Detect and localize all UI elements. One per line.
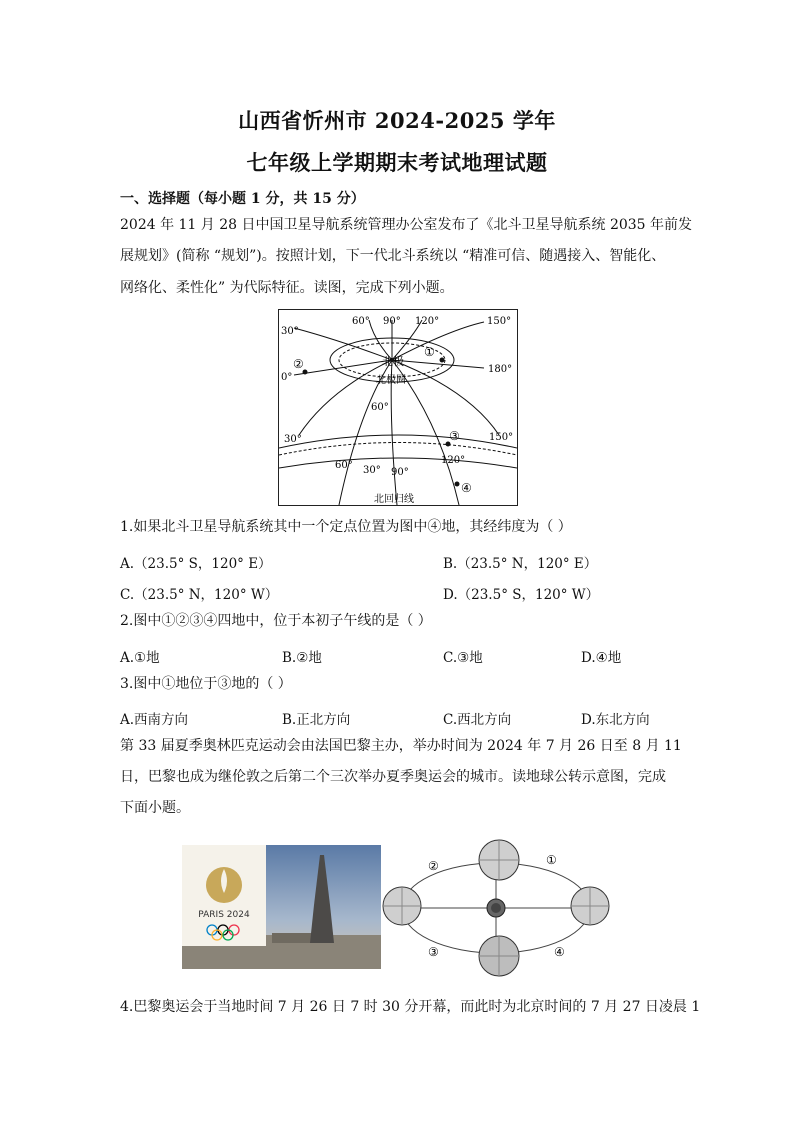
q1-option-a[interactable]: A.（23.5° S，120° E）: [120, 556, 272, 572]
label-lon30-bottom: 30°: [284, 434, 302, 445]
orbit-label-3: ③: [428, 945, 439, 959]
label-lon150: 150°: [487, 316, 512, 327]
earth-orbit-svg: [382, 838, 612, 978]
question-3-stem: 3.图中①地位于③地的（ ）: [120, 676, 292, 692]
label-lon60-bottom: 60°: [335, 460, 353, 471]
q2-option-d[interactable]: D.④地: [581, 650, 622, 666]
q2-option-a[interactable]: A.①地: [120, 650, 160, 666]
q1-option-c[interactable]: C.（23.5° N，120° W）: [120, 587, 279, 603]
q1-option-b[interactable]: B.（23.5° N，120° E）: [443, 556, 598, 572]
orbit-label-1: ①: [546, 853, 557, 867]
label-lon90-bottom: 90°: [391, 467, 409, 478]
label-lon30-bottom-2: 30°: [363, 465, 381, 476]
label-lon120-bottom: 120°: [441, 455, 466, 466]
section-heading: 一、选择题（每小题 1 分，共 15 分）: [120, 191, 365, 207]
polar-map-svg: [279, 310, 517, 505]
label-point-2: ②: [293, 357, 304, 371]
orbit-label-4: ④: [554, 945, 565, 959]
polar-map-figure: [278, 309, 518, 506]
label-point-3: ③: [449, 429, 460, 443]
q2-option-b[interactable]: B.②地: [282, 650, 322, 666]
meridian-150: [392, 322, 484, 360]
latitude-arc-dashed: [279, 443, 517, 456]
q2-option-c[interactable]: C.③地: [443, 650, 483, 666]
q3-option-c[interactable]: C.西北方向: [443, 712, 512, 728]
label-arctic-circle: 北极圈: [376, 375, 406, 386]
label-lon90: 90°: [383, 316, 401, 327]
label-lon180: 180°: [488, 364, 513, 375]
label-north-pole: 北极: [382, 355, 404, 368]
point-1-dot: [440, 358, 445, 363]
intro-line: 网络化、柔性化” 为代际特征。读图，完成下列小题。: [120, 280, 454, 296]
q3-option-d[interactable]: D.东北方向: [581, 712, 650, 728]
label-lon120: 120°: [415, 316, 440, 327]
label-lon0: 0°: [281, 372, 293, 383]
point-4-dot: [455, 482, 460, 487]
intro2-line: 下面小题。: [120, 800, 190, 816]
earth-bottom: [479, 936, 519, 976]
paris-photo-svg: [182, 845, 381, 969]
label-lon60: 60°: [352, 316, 370, 327]
orbit-label-2: ②: [428, 859, 439, 873]
label-lon30: 30°: [281, 326, 299, 337]
intro-line: 2024 年 11 月 28 日中国卫星导航系统管理办公室发布了《北斗卫星导航系统 2035 年前发: [120, 217, 693, 233]
question-2-stem: 2.图中①②③④四地中，位于本初子午线的是（ ）: [120, 613, 432, 629]
earth-right: [571, 887, 609, 925]
meridian-180: [392, 360, 484, 368]
page-title: 山西省忻州市 2024-2025 学年: [238, 108, 556, 133]
question-4-stem: 4.巴黎奥运会于当地时间 7 月 26 日 7 时 30 分开幕，而此时为北京时间的 7 月 27 日凌晨 1: [120, 999, 701, 1015]
earth-orbit-diagram: [382, 838, 612, 978]
label-lon60-mid: 60°: [371, 402, 389, 413]
label-lon150-bottom: 150°: [489, 432, 514, 443]
earth-top: [479, 840, 519, 880]
intro2-line: 第 33 届夏季奥林匹克运动会由法国巴黎主办，举办时间为 2024 年 7 月 26 日至 8 月 11: [120, 738, 682, 754]
meridian-30-bottom: [299, 360, 392, 435]
q3-option-a[interactable]: A.西南方向: [120, 712, 189, 728]
paris-photo: [182, 845, 381, 969]
earth-left: [383, 887, 421, 925]
paris2024-logo-text: PARIS 2024: [198, 910, 250, 920]
intro2-line: 日，巴黎也成为继伦敦之后第二个三次举办夏季奥运会的城市。读地球公转示意图，完成: [120, 769, 666, 785]
q3-option-b[interactable]: B.正北方向: [282, 712, 351, 728]
label-point-4: ④: [461, 481, 472, 495]
latitude-arc: [279, 435, 517, 448]
intro-line: 展规划》(简称 “规划”)。按照计划，下一代北斗系统以 “精准可信、随遇接入、智能化、: [120, 248, 666, 264]
page-subtitle: 七年级上学期期末考试地理试题: [246, 150, 548, 175]
q1-option-d[interactable]: D.（23.5° S，120° W）: [443, 587, 600, 603]
label-tropic: 北回归线: [374, 494, 414, 505]
question-1-stem: 1.如果北斗卫星导航系统其中一个定点位置为图中④地，其经纬度为（ ）: [120, 519, 572, 535]
label-point-1: ①: [424, 345, 435, 359]
